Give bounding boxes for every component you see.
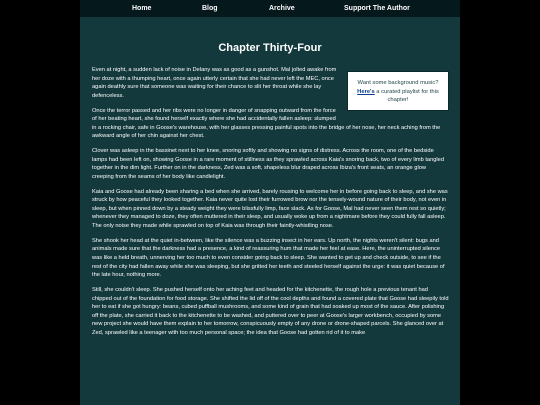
paragraph-2: Once the terror passed and her ribs were no longer in danger of snapping outward from the force of her beating heart, she found herself exactly where she had accidentally fallen asleep: slumped in a rocking chair, safe in Goose's warehouse, with her glasses pressing painful spots into the bridge of her nose, her neck aching from the awkward angle of her chin against her chest. [92, 107, 441, 140]
paragraph-4: Kaia and Goose had already been sharing a bed when she arrived, barely rousing to welcome her in before going back to sleep, and she was struck by how peaceful they looked together. Kaia never quite lost their furrowed brow nor the tensely-wound nature of their body, not even in sleep, but when pinned down by a steady weight they were blissfully limp, face slack. As for Goose, Mal had never seen them rest so quietly; whenever they managed to doze, they often muttered in their sleep, and usually woke up from a nightmare before they could fully fall asleep. The only noise they made while sprawled on top of Kaia was through their faintly-whistling nose. [92, 188, 448, 230]
chapter-title: Chapter Thirty-Four [218, 42, 322, 55]
paragraph-6: Still, she couldn't sleep. She pushed herself onto her aching feet and headed for the kitchenette, the rough hole a previous tenant had chipped out of the foundation for food storage. She shifted the lid off of the cool depths and found a covered plate that Goose had sleepily told her to eat if she got hungry: beans, cubed puffball mushrooms, and some kind of grain that had soaked up most of the sauce. After polishing off the plate, she carried it back to the kitchenette to be washed, and puttered over to peer at Goose's larger workbench, occupied by some new project she would have them explain to her tomorrow, conspicuously empty of any drone or drone-shaped parcels. She glanced over at Zed, sprawled like a teenager with too much personal space; the idea that Goose had gotten rid of it to make [92, 287, 449, 336]
nav-link-home[interactable]: Home [132, 5, 152, 12]
paragraph-5: She shook her head at the quiet in-between, like the silence was a buzzing insect in her ears. Up north, the nights weren't silent: bugs and animals made sure that the darkness had a presence, a kind of reassuring hum that made her feel at ease. Here, the uninterrupted silence was like a held breath, unnerving her too much to even consider going back to sleep. She wanted to get up and check outside, to see if the rest of the city had fallen away while she was sleeping, but she gritted her teeth and steeled herself against the urge: it was quiet because of the late hour, nothing more. [92, 237, 445, 279]
top-navbar [80, 0, 460, 17]
chapter-content [92, 66, 449, 344]
paragraph-1: Even at night, a sudden lack of noise in Delany was as good as a gunshot. Mal jolted awake from her doze with a thumping heart, once again utterly certain that she had never left the MEC, once again deathly sure that someone was waiting for their chance to slit her throat while she lay defenceless. [92, 67, 337, 99]
playlist-link[interactable]: Here's [357, 88, 375, 95]
paragraph-3: Clover was asleep in the bassinet next to her knee, snoring softly and showing no signs of distress. Across the room, one of the bedside lamps had been left on, showing Goose in a rare moment of stillness as they sprawled across Kaia's snoring back, two of every limb tangled together in the dim light. Further on in the darkness, Zed was a soft, shapeless blur draped across Ibiza's front seats, an orange glow creeping from the seams of her body like candlelight. [92, 148, 444, 180]
page-container [80, 0, 460, 405]
nav-link-blog[interactable]: Blog [202, 5, 218, 12]
nav-link-support-the-author[interactable]: Support The Author [344, 5, 410, 12]
nav-link-archive[interactable]: Archive [269, 5, 295, 12]
playlist-callout [347, 71, 449, 111]
callout-prompt: Want some background music? [357, 80, 439, 86]
callout-rest: a curated playlist for this chapter! [376, 88, 439, 104]
